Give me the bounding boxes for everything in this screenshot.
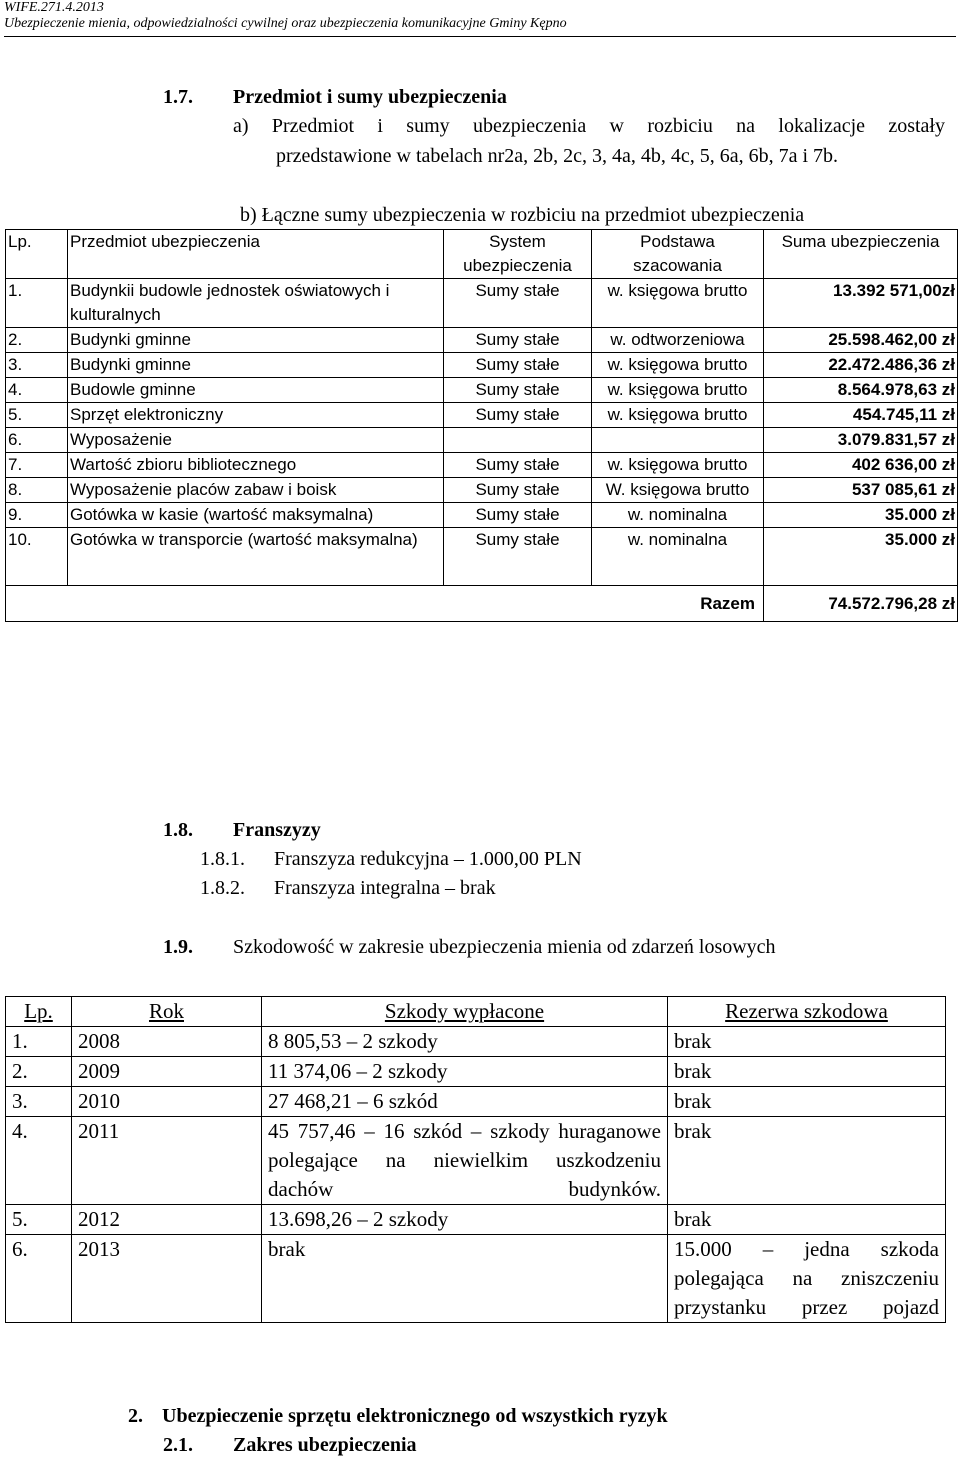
row-sum: 537 085,61 zł <box>764 478 958 503</box>
item-number: 1.8.1. <box>200 848 245 870</box>
row-lp: 1. <box>6 279 68 328</box>
row-system: Sumy stałe <box>444 279 592 328</box>
row-system: Sumy stałe <box>444 353 592 378</box>
item-number: 1.8.2. <box>200 877 245 899</box>
section-title: Zakres ubezpieczenia <box>233 1434 417 1456</box>
row-subject: Budynkii budowle jednostek oświatowych i kulturalnych <box>68 279 444 328</box>
row-sum: 402 636,00 zł <box>764 453 958 478</box>
row-paid: 45 757,46 – 16 szkód – szkody huraganowe polegające na niewielkim uszkodzeniu dachów budynków. <box>262 1117 668 1205</box>
row-basis: w. księgowa brutto <box>592 353 764 378</box>
row-year: 2013 <box>72 1235 262 1323</box>
section-number: 1.8. <box>163 819 193 841</box>
row-year: 2012 <box>72 1205 262 1235</box>
sums-table <box>5 229 958 622</box>
row-system: Sumy stałe <box>444 478 592 503</box>
table-row <box>6 403 958 428</box>
table-row <box>6 353 958 378</box>
row-subject: Budynki gminne <box>68 328 444 353</box>
row-system: Sumy stałe <box>444 453 592 478</box>
franchise-item <box>200 848 582 871</box>
total-label: Razem <box>6 586 764 622</box>
row-lp: 2. <box>6 1057 72 1087</box>
header-reserve: Rezerwa szkodowa <box>668 997 946 1027</box>
row-lp: 7. <box>6 453 68 478</box>
row-year: 2011 <box>72 1117 262 1205</box>
row-lp: 1. <box>6 1027 72 1057</box>
row-system: Sumy stałe <box>444 378 592 403</box>
header-lp: Lp. <box>6 230 68 279</box>
row-year: 2009 <box>72 1057 262 1087</box>
table-row <box>6 328 958 353</box>
row-subject: Budynki gminne <box>68 353 444 378</box>
header-sum: Suma ubezpieczenia <box>764 230 958 279</box>
franchise-item <box>200 877 496 900</box>
section-1-9-heading <box>163 936 776 959</box>
row-lp: 6. <box>6 428 68 453</box>
paragraph-b: b) Łączne sumy ubezpieczenia w rozbiciu na przedmiot ubezpieczenia <box>240 204 805 226</box>
row-sum: 13.392 571,00zł <box>764 279 958 328</box>
header-year: Rok <box>72 997 262 1027</box>
table-row <box>6 453 958 478</box>
row-lp: 5. <box>6 1205 72 1235</box>
row-system: Sumy stałe <box>444 503 592 528</box>
row-basis: w. nominalna <box>592 528 764 586</box>
table-row <box>6 478 958 503</box>
row-sum: 35.000 zł <box>764 528 958 586</box>
section-title: Szkodowość w zakresie ubezpieczenia mienia od zdarzeń losowych <box>233 936 776 958</box>
row-system: Sumy stałe <box>444 403 592 428</box>
row-sum: 22.472.486,36 zł <box>764 353 958 378</box>
row-paid: 11 374,06 – 2 szkody <box>262 1057 668 1087</box>
row-paid: 8 805,53 – 2 szkody <box>262 1027 668 1057</box>
table-row <box>6 1117 946 1205</box>
row-basis <box>592 428 764 453</box>
row-reserve: brak <box>668 1117 946 1205</box>
section-number: 2. <box>128 1405 143 1427</box>
row-sum: 25.598.462,00 zł <box>764 328 958 353</box>
table-row <box>6 1087 946 1117</box>
table-row <box>6 378 958 403</box>
row-lp: 8. <box>6 478 68 503</box>
row-lp: 5. <box>6 403 68 428</box>
row-lp: 10. <box>6 528 68 586</box>
row-sum: 35.000 zł <box>764 503 958 528</box>
row-sum: 3.079.831,57 zł <box>764 428 958 453</box>
row-subject: Wyposażenie placów zabaw i boisk <box>68 478 444 503</box>
row-lp: 3. <box>6 353 68 378</box>
section-number: 1.9. <box>163 936 193 958</box>
section-1-8-heading <box>163 819 321 842</box>
table-row <box>6 1057 946 1087</box>
section-2-heading <box>128 1405 668 1428</box>
row-reserve: brak <box>668 1087 946 1117</box>
row-reserve: brak <box>668 1027 946 1057</box>
row-basis: w. księgowa brutto <box>592 453 764 478</box>
total-row <box>6 586 958 622</box>
row-year: 2010 <box>72 1087 262 1117</box>
table-row <box>6 503 958 528</box>
row-lp: 2. <box>6 328 68 353</box>
row-basis: w. księgowa brutto <box>592 279 764 328</box>
claims-table <box>5 996 946 1323</box>
paragraph-a-line2: przedstawione w tabelach nr2a, 2b, 2c, 3, 4a, 4b, 4c, 5, 6a, 6b, 7a i 7b. <box>276 145 839 167</box>
row-subject: Sprzęt elektroniczny <box>68 403 444 428</box>
row-paid: 13.698,26 – 2 szkody <box>262 1205 668 1235</box>
total-value: 74.572.796,28 zł <box>764 586 958 622</box>
document-subtitle: Ubezpieczenie mienia, odpowiedzialności cywilnej oraz ubezpieczenia komunikacyjne Gminy Kępno <box>4 16 567 31</box>
table-row <box>6 279 958 328</box>
section-1-7-heading <box>163 86 507 109</box>
row-basis: w. księgowa brutto <box>592 403 764 428</box>
claims-table-header <box>6 997 946 1027</box>
table-row <box>6 428 958 453</box>
row-paid: brak <box>262 1235 668 1323</box>
row-reserve: brak <box>668 1205 946 1235</box>
row-lp: 6. <box>6 1235 72 1323</box>
item-text: Franszyza redukcyjna – 1.000,00 PLN <box>274 848 582 870</box>
paragraph-a-line1: a) Przedmiot i sumy ubezpieczenia w rozbiciu na lokalizacje zostały <box>233 115 945 137</box>
header-basis: Podstawa szacowania <box>592 230 764 279</box>
table-row <box>6 1205 946 1235</box>
row-system: Sumy stałe <box>444 328 592 353</box>
table-row <box>6 1235 946 1323</box>
row-lp: 4. <box>6 378 68 403</box>
section-number: 1.7. <box>163 86 193 108</box>
row-subject: Gotówka w kasie (wartość maksymalna) <box>68 503 444 528</box>
row-sum: 8.564.978,63 zł <box>764 378 958 403</box>
header-subject: Przedmiot ubezpieczenia <box>68 230 444 279</box>
row-subject: Budowle gminne <box>68 378 444 403</box>
row-basis: w. księgowa brutto <box>592 378 764 403</box>
row-reserve: 15.000 – jedna szkoda polegająca na zniszczeniu przystanku przez pojazd <box>668 1235 946 1323</box>
header-system: System ubezpieczenia <box>444 230 592 279</box>
table-row <box>6 1027 946 1057</box>
row-sum: 454.745,11 zł <box>764 403 958 428</box>
row-basis: w. nominalna <box>592 503 764 528</box>
header-divider <box>4 36 956 37</box>
section-title: Franszyzy <box>233 819 321 841</box>
document-reference: WIFE.271.4.2013 <box>4 0 104 15</box>
section-number: 2.1. <box>163 1434 193 1456</box>
row-subject: Wartość zbioru bibliotecznego <box>68 453 444 478</box>
header-paid: Szkody wypłacone <box>262 997 668 1027</box>
row-system <box>444 428 592 453</box>
row-system: Sumy stałe <box>444 528 592 586</box>
item-text: Franszyza integralna – brak <box>274 877 496 899</box>
row-lp: 4. <box>6 1117 72 1205</box>
header-lp: Lp. <box>6 997 72 1027</box>
row-basis: w. odtworzeniowa <box>592 328 764 353</box>
row-basis: W. księgowa brutto <box>592 478 764 503</box>
row-lp: 9. <box>6 503 68 528</box>
row-lp: 3. <box>6 1087 72 1117</box>
row-subject: Wyposażenie <box>68 428 444 453</box>
section-title: Ubezpieczenie sprzętu elektronicznego od wszystkich ryzyk <box>162 1405 668 1427</box>
table-row <box>6 528 958 586</box>
row-reserve: brak <box>668 1057 946 1087</box>
section-2-1-heading <box>163 1434 417 1457</box>
row-year: 2008 <box>72 1027 262 1057</box>
row-paid: 27 468,21 – 6 szkód <box>262 1087 668 1117</box>
section-title: Przedmiot i sumy ubezpieczenia <box>233 86 507 108</box>
row-subject: Gotówka w transporcie (wartość maksymalna) <box>68 528 444 586</box>
sums-table-header <box>6 230 958 279</box>
